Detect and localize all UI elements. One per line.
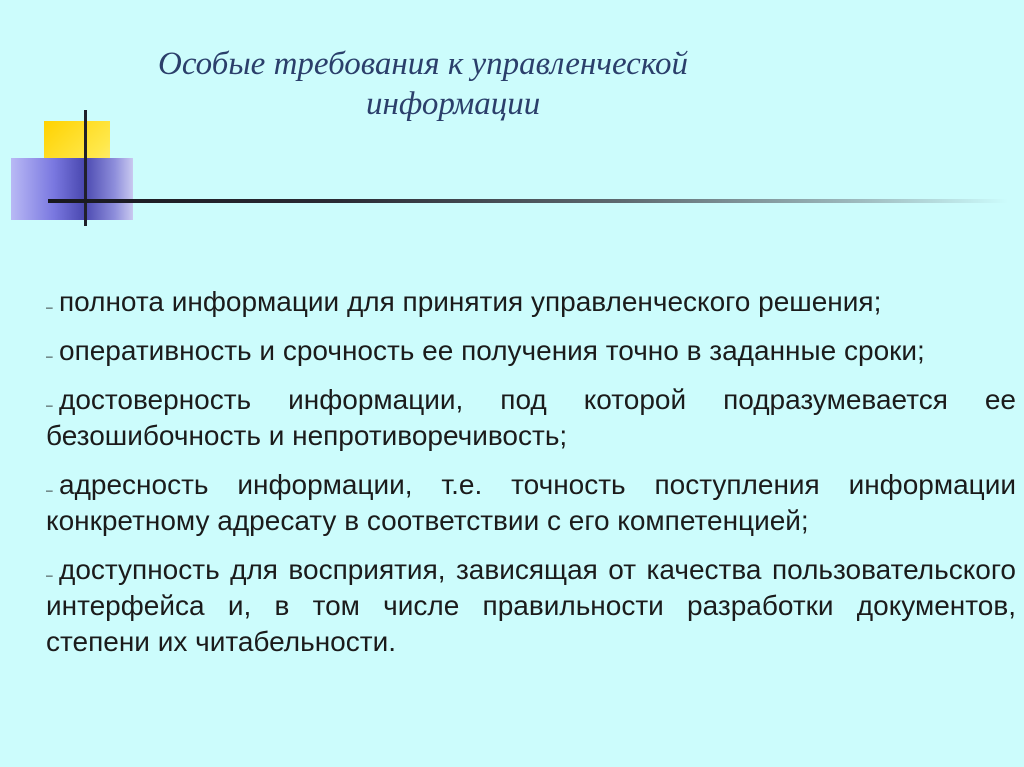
bullet-dash-icon: – [46, 300, 53, 314]
list-item-text: достоверность информации, под которой подразумевается ее безошибочность и непротиворечивость; [46, 384, 1016, 451]
list-item [46, 552, 1016, 660]
list-item [46, 333, 1016, 369]
list-item-text: полнота информации для принятия управленческого решения; [59, 286, 882, 317]
list-item [46, 467, 1016, 539]
slide-title [120, 44, 900, 124]
decor-horizontal-rule [48, 199, 1008, 203]
list-item-text: доступность для восприятия, зависящая от качества пользовательского интерфейса и, в том числе правильности разработки документов, степени их читабельности. [46, 554, 1016, 657]
list-item-text: адресность информации, т.е. точность поступления информации конкретному адресату в соответствии с его компетенцией; [46, 469, 1016, 536]
list-item-text: оперативность и срочность ее получения точно в заданные сроки; [59, 335, 925, 366]
list-item [46, 382, 1016, 454]
decor-violet-bar [11, 158, 133, 220]
bullet-dash-icon: – [46, 568, 53, 582]
requirements-list [46, 284, 1016, 673]
slide-title-line-1: Особые требования к управленческой [158, 46, 688, 82]
list-item [46, 284, 1016, 320]
bullet-dash-icon: – [46, 483, 53, 497]
decor-vertical-line [84, 110, 87, 226]
bullet-dash-icon: – [46, 398, 53, 412]
slide-title-line-2: информации [366, 86, 541, 122]
bullet-dash-icon: – [46, 349, 53, 363]
